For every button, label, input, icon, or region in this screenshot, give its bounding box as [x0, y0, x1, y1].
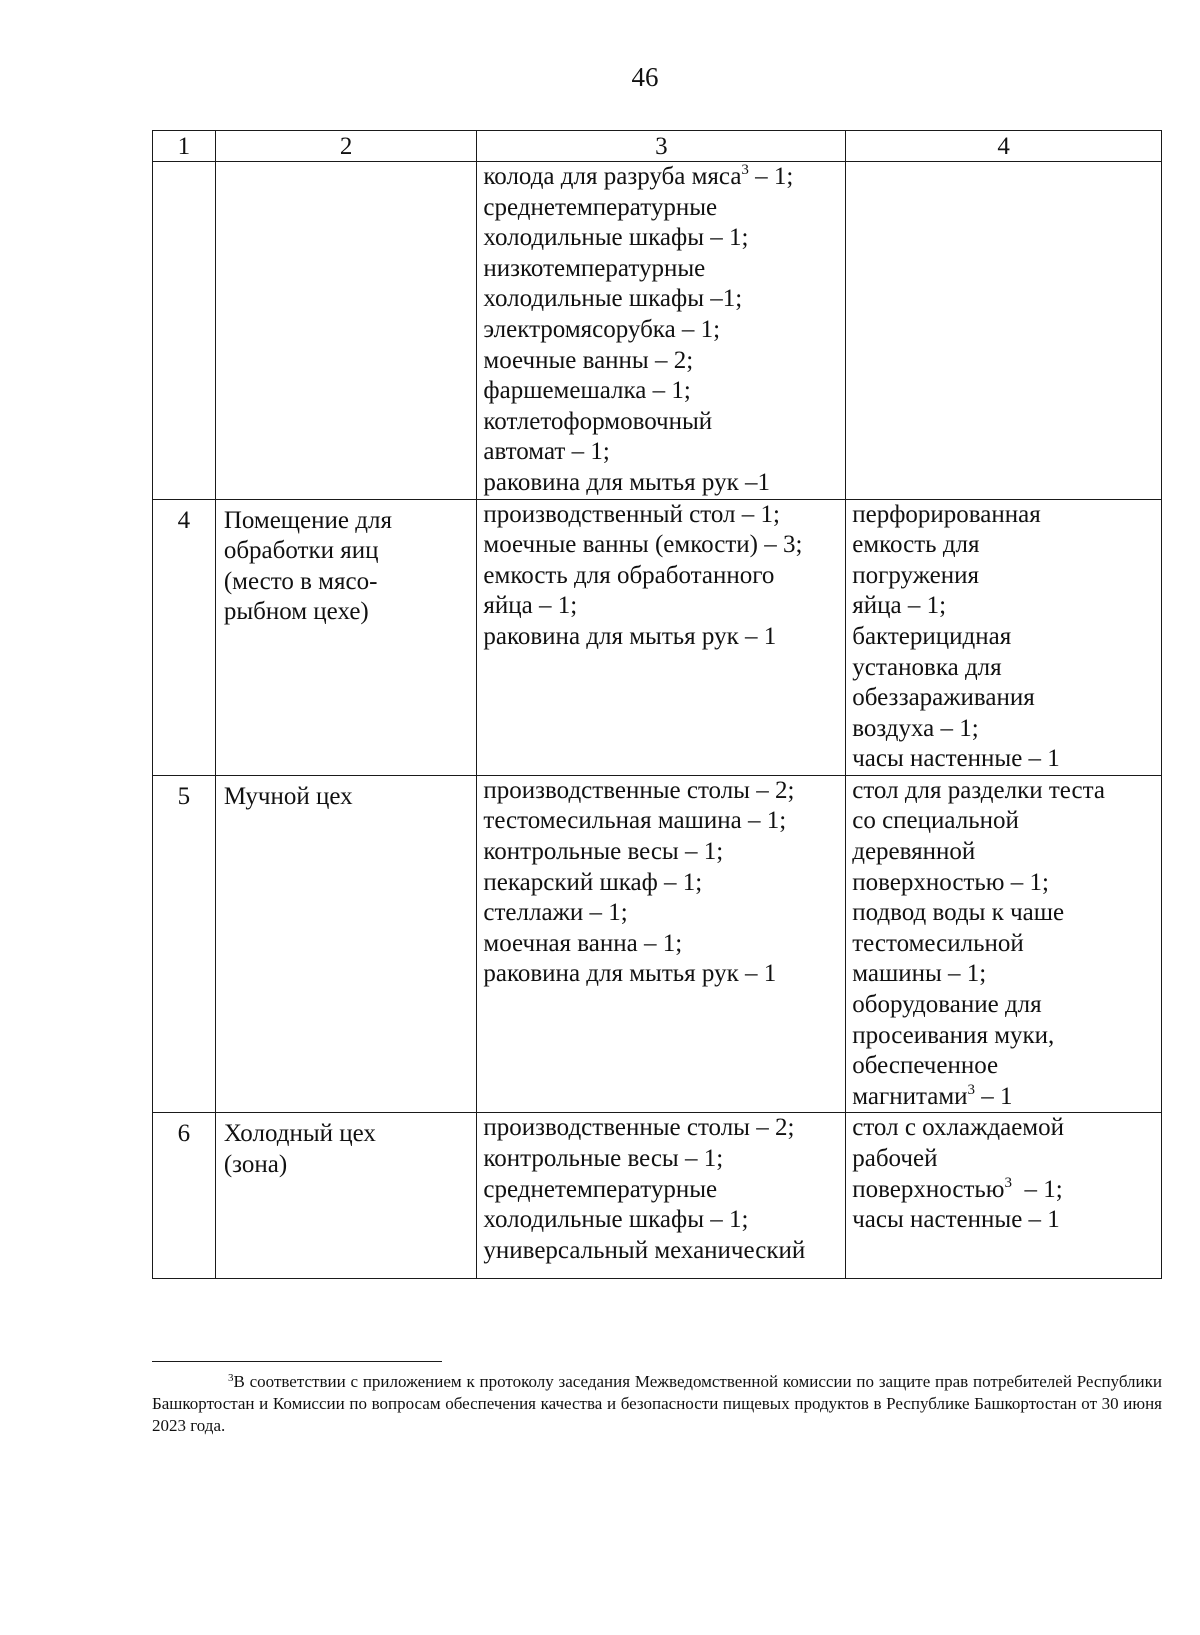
cell-line: [483, 376, 839, 407]
cell-line: [483, 591, 839, 622]
cell-line: [852, 653, 1155, 684]
row-number-cell: [153, 162, 216, 500]
room-cell: [215, 162, 477, 500]
cell-line: [224, 567, 471, 598]
cell-line-text: (место в мясо-: [223, 567, 378, 595]
cell-line-text: холодильные шкафы – 1;: [483, 224, 749, 252]
footnote-reference: 3: [741, 162, 749, 178]
cell-line-text: установка для: [852, 653, 1002, 681]
header-cell-2: 2: [215, 131, 477, 162]
cell-line: [852, 683, 1155, 714]
cell-line: [483, 284, 839, 315]
cell-line-text: пекарский шкаф – 1;: [483, 868, 703, 896]
cell-line: [483, 530, 839, 561]
cell-line: [483, 223, 839, 254]
cell-line-text: Холодный цех: [223, 1120, 376, 1148]
cell-line-text: Мучной цех: [223, 782, 353, 810]
cell-line: [483, 315, 839, 346]
cell-line: [852, 929, 1155, 960]
cell-line: [483, 193, 839, 224]
cell-line: [483, 837, 839, 868]
cell-line-text: перфорированная: [852, 500, 1041, 528]
equipment-table: [152, 130, 1162, 1279]
cell-line: [483, 776, 839, 807]
cell-line-text: электромясорубка – 1;: [483, 315, 721, 343]
cell-line-text: стеллажи – 1;: [483, 899, 628, 927]
additional-equipment-cell: [846, 162, 1162, 500]
cell-line: [483, 806, 839, 837]
cell-line-text: стол с охлаждаемой: [852, 1114, 1065, 1142]
cell-line-text: со специальной: [852, 807, 1019, 835]
cell-line-text: низкотемпературные: [483, 254, 706, 282]
cell-line-text: стол для разделки теста: [852, 776, 1105, 804]
cell-line-text: яйца – 1;: [483, 592, 578, 620]
cell-line-text: часы настенные – 1: [852, 745, 1060, 773]
cell-line-text: моечная ванна – 1;: [483, 929, 683, 957]
cell-line-text: емкость для: [852, 531, 980, 559]
cell-line: [852, 837, 1155, 868]
cell-line: [483, 162, 839, 193]
table-row: [153, 499, 1162, 775]
cell-line: [483, 1205, 839, 1236]
cell-line: [852, 1082, 1155, 1113]
row-number-cell: 4: [153, 499, 216, 775]
cell-line-text: раковина для мытья рук – 1: [483, 960, 777, 988]
cell-line: [483, 1144, 839, 1175]
footnote: [152, 1371, 1162, 1437]
footnote-reference: 3: [967, 1081, 976, 1098]
cell-line-text: бактерицидная: [852, 622, 1012, 650]
cell-line-text: Помещение для: [223, 506, 392, 534]
cell-line-text: деревянной: [852, 838, 976, 866]
equipment-cell: [477, 775, 846, 1113]
cell-line-text: яйца – 1;: [852, 592, 947, 620]
cell-line: [852, 1021, 1155, 1052]
cell-line: [483, 437, 839, 468]
footnote-separator: [152, 1361, 442, 1362]
cell-line: [224, 597, 471, 628]
cell-line: [483, 929, 839, 960]
cell-line: [483, 346, 839, 377]
cell-line: [852, 622, 1155, 653]
cell-line-suffix: – 1;: [748, 163, 794, 190]
cell-line: [483, 561, 839, 592]
table-row: [153, 775, 1162, 1113]
cell-line: [483, 1113, 839, 1144]
header-cell-3: 3: [477, 131, 846, 162]
cell-line-text: (зона): [223, 1151, 288, 1178]
cell-line-text: среднетемпературные: [483, 193, 718, 221]
cell-line-text: фаршемешалка – 1;: [483, 377, 691, 405]
cell-line: [852, 990, 1155, 1021]
cell-line-text: производственный стол – 1;: [483, 500, 780, 528]
cell-line: [483, 407, 839, 438]
cell-line: [224, 1119, 471, 1150]
additional-equipment-cell: [846, 1113, 1162, 1279]
footnote-reference: 3: [1004, 1174, 1012, 1191]
cell-line-text: поверхностью – 1;: [852, 868, 1049, 896]
cell-line-text: просеивания муки,: [852, 1021, 1055, 1049]
cell-line-text: раковина для мытья рук –1: [483, 468, 770, 496]
cell-line: [852, 561, 1155, 592]
cell-line-text: котлетоформовочный: [483, 407, 713, 435]
cell-line: [224, 506, 471, 537]
equipment-cell: [477, 1113, 846, 1279]
cell-line: [852, 1113, 1155, 1144]
cell-line: [483, 468, 839, 499]
cell-line: [852, 1144, 1155, 1175]
cell-line-text: раковина для мытья рук – 1: [483, 622, 777, 650]
cell-line-text: контрольные весы – 1;: [483, 838, 724, 866]
cell-line-text: магнитами: [852, 1082, 968, 1110]
cell-line-text: производственные столы – 2;: [483, 1114, 795, 1142]
header-cell-1: 1: [153, 131, 216, 162]
cell-line-text: холодильные шкафы – 1;: [483, 1206, 749, 1234]
room-cell: [215, 1113, 477, 1279]
room-cell: [215, 775, 477, 1113]
cell-line-text: машины – 1;: [852, 960, 987, 988]
cell-line-text: воздуха – 1;: [852, 714, 979, 742]
cell-line-text: обеспеченное: [852, 1052, 999, 1080]
cell-line: [852, 591, 1155, 622]
cell-line-text: автомат – 1;: [483, 438, 610, 466]
cell-line: [483, 254, 839, 285]
cell-line-text: часы настенные – 1: [852, 1206, 1060, 1234]
cell-line: [224, 782, 471, 813]
cell-line: [852, 714, 1155, 745]
table-header-row: [153, 131, 1162, 162]
cell-line: [483, 500, 839, 531]
cell-line-suffix: – 1: [975, 1082, 1013, 1110]
cell-line: [852, 806, 1155, 837]
footnote-text: В соответствии с приложением к протоколу заседания Межведомственной комиссии по защите прав потребителей Республики Башкортостан и Комиссии по вопросам обеспечения качества и безопасности пищевых продуктов в Республике Башкортостан от 30 июня 2023 года.: [152, 1372, 1162, 1435]
cell-line-text: универсальный механический: [483, 1236, 806, 1264]
cell-line: [852, 744, 1155, 775]
cell-line-text: погружения: [852, 561, 980, 589]
cell-line-text: тестомесильной: [852, 929, 1024, 957]
cell-line: [483, 1175, 839, 1206]
cell-line-text: колода для разруба мяса: [483, 163, 742, 190]
cell-line-text: поверхностью: [852, 1175, 1005, 1203]
cell-line-text: обеззараживания: [852, 684, 1035, 712]
cell-line-text: емкость для обработанного: [483, 561, 775, 589]
page-number: 46: [631, 62, 659, 92]
cell-line-text: подвод воды к чаше: [852, 899, 1065, 927]
cell-line: [852, 500, 1155, 531]
cell-line-text: моечные ванны (емкости) – 3;: [483, 531, 803, 559]
cell-line: [483, 959, 839, 990]
cell-line: [852, 868, 1155, 899]
cell-line: [483, 1236, 839, 1267]
additional-equipment-cell: [846, 499, 1162, 775]
row-number-cell: 6: [153, 1113, 216, 1279]
row-number-cell: 5: [153, 775, 216, 1113]
cell-line-text: рыбном цехе): [223, 598, 369, 626]
table-row: [153, 162, 1162, 500]
cell-line: [852, 898, 1155, 929]
cell-line-text: рабочей: [852, 1145, 938, 1172]
room-cell: [215, 499, 477, 775]
footnote-marker: 3: [228, 1372, 234, 1384]
cell-line-text: обработки яиц: [223, 537, 379, 565]
cell-line-text: среднетемпературные: [483, 1175, 718, 1203]
equipment-cell: [477, 162, 846, 500]
cell-line: [483, 898, 839, 929]
cell-line-text: оборудование для: [852, 991, 1042, 1019]
cell-line: [483, 622, 839, 653]
cell-line: [852, 776, 1155, 807]
cell-line: [852, 1175, 1155, 1206]
cell-line: [852, 959, 1155, 990]
cell-line-text: производственные столы – 2;: [483, 776, 795, 804]
cell-line-text: контрольные весы – 1;: [483, 1145, 724, 1172]
cell-line-text: тестомесильная машина – 1;: [483, 807, 787, 835]
cell-line: [852, 1051, 1155, 1082]
cell-line-text: холодильные шкафы –1;: [483, 285, 743, 313]
cell-line: [224, 1150, 471, 1181]
cell-line: [483, 868, 839, 899]
additional-equipment-cell: [846, 775, 1162, 1113]
table-body: [153, 162, 1162, 1279]
table-row: [153, 1113, 1162, 1279]
cell-line: [852, 1205, 1155, 1236]
cell-line: [224, 536, 471, 567]
equipment-cell: [477, 499, 846, 775]
cell-line-text: моечные ванны – 2;: [483, 346, 694, 374]
cell-line-suffix: – 1;: [1011, 1175, 1063, 1203]
cell-line: [852, 530, 1155, 561]
header-cell-4: 4: [846, 131, 1162, 162]
